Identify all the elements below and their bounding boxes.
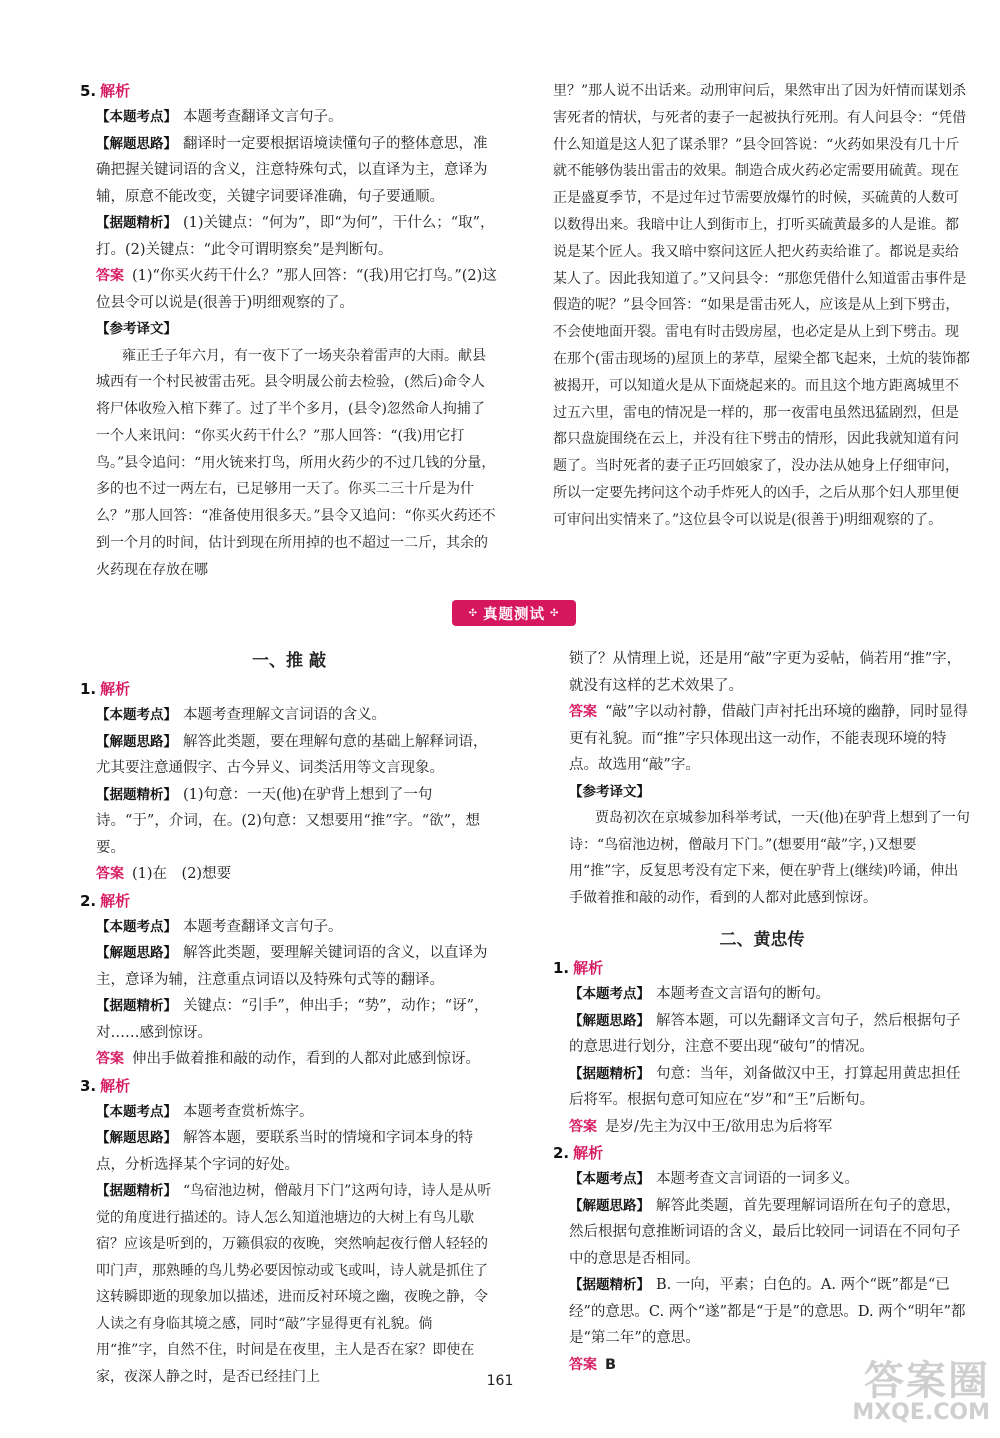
bl-q1-jingxi: 【据题精析】 (1)句意：一天(他)在驴背上想到了一句诗。“于”，介词，在。(2)句意：又想要用“推”字。“欲”，想要。 bbox=[96, 786, 481, 856]
watermark-small: MXQE.COM bbox=[852, 1400, 990, 1425]
top-right-text: 里？”那人说不出话来。动刑审问后，果然审出了因为奸情而谋划杀害死者的情状，与死者的妻子一起被执行死刑。有人问县令：“凭借什么知道是这人犯了谋杀罪？”县令回答说：“火药如果没有几十斤就不能够伪装出雷击的效果。制造合成火药必定需要用硫黄。现在正是盛夏季节，不是过年过节需要放爆竹的时候，买硫黄的人数可以数得出来。我暗中让人到街市上，打听买硫黄最多的人是谁。都说是某个匠人。我又暗中察问这匠人把火药卖给谁了。都说是卖给某人了。因此我知道了。”又问县令：“那您凭借什么知道雷击事件是假造的呢？”县令回答：“如果是雷击死人，应该是从上到下劈击，不会使地面开裂。雷电有时击毁房屋，也必定是从上到下劈击。现在那个(雷击现场的)屋顶上的茅草，屋梁全都飞起来，土炕的装饰都被揭开，可以知道火是从下面烧起来的。而且这个地方距离城里不过五六里，雷电的情况是一样的，那一夜雷电虽然迅猛剧烈，但是都只盘旋围绕在云上，并没有往下劈击的情形，因此我就知道有问题了。当时死者的妻子正巧回娘家了，没办法从她身上仔细审问，所以一定要先拷问这个动手炸死人的凶手，之后从那个妇人那里便可审问出实情来了。”这位县令可以说是(很善于)明细观察的了。 bbox=[553, 83, 970, 528]
q5-ref-text: 雍正壬子年六月，有一夜下了一场夹杂着雷声的大雨。献县城西有一个村民被雷击死。县令明晟公前去检验，(然后)命令人将尸体收殓入棺下葬了。过了半个多月，(县令)忽然命人拘捕了一个人来讯问：“你买火药干什么？”那人回答：“(我)用它打鸟。”县令追问：“用火铳来打鸟，所用火药少的不过几钱的分量，多的也不过一两左右，已足够用一天了。你买二三十斤是为什么？”那人回答：“准备使用很多天。”县令又追问：“你买火药还不到一个月的时间，估计到现在所用掉的也不超过一二斤，其余的火药现在存放在哪 bbox=[96, 347, 496, 578]
br-ref-heading: 【参考译文】 bbox=[569, 783, 650, 800]
br-ref-text: 贾岛初次在京城参加科举考试，一天(他)在驴背上想到了一句诗：“鸟宿池边树，僧敲月下门。”(想要用“敲”字，)又想要用“推”字，反复思考没有定下来，便在驴背上(继续)吟诵，伸出手做着推和敲的动作，看到的人都对此感到惊讶。 bbox=[569, 810, 970, 906]
bl-q2-heading: 2. 解析 bbox=[80, 891, 131, 910]
br-q1-silu: 【解题思路】 解答本题，可以先翻译文言句子，然后根据句子的意思进行划分，注意不要出现“破句”的情况。 bbox=[569, 1012, 961, 1055]
q5-answer: 答案 (1)“你买火药干什么？”那人回答：“(我)用它打鸟。”(2)这位县令可以说是(很善于)明细观察的了。 bbox=[96, 268, 497, 311]
bl-q3-jingxi: 【据题精析】 “鸟宿池边树，僧敲月下门”这两句诗，诗人是从听觉的角度进行描述的。诗人怎么知道池塘边的大树上有鸟儿歇宿？应该是听到的，万籁俱寂的夜晚，突然响起夜行僧人轻轻的叩门声，那熟睡的鸟儿势必要因惊动或飞或叫，诗人就是抓住了这转瞬即逝的现象加以描述，进而反衬环境之幽，夜晚之静，令人读之有身临其境之感，同时“敲”字显得更有礼貌。倘用“推”字，自然不住，时间是在夜里，主人是否在家？即使在家，夜深人静之时，是否已经挂门上 bbox=[96, 1183, 492, 1385]
bottom-left-column bbox=[80, 646, 498, 1390]
watermark-big: 答案圈 bbox=[864, 1358, 990, 1404]
br-q1-kaodian: 【本题考点】 本题考查文言语句的断句。 bbox=[569, 986, 830, 1002]
section-banner-label: 真题测试 bbox=[483, 606, 545, 623]
sparkle-icon: ✣ bbox=[550, 607, 560, 619]
q5-kaodian: 【本题考点】 本题考查翻译文言句子。 bbox=[96, 109, 343, 125]
q5-ref-heading: 【参考译文】 bbox=[96, 321, 177, 337]
br-q2-answer: 答案 B bbox=[569, 1356, 617, 1373]
bl-q2-silu: 【解题思路】 解答此类题，要理解关键词语的含义，以直译为主，意译为辅，注意重点词语以及特殊句式等的翻译。 bbox=[96, 945, 488, 988]
br-q1-jingxi: 【据题精析】 句意：当年，刘备做汉中王，打算起用黄忠担任后将军。根据句意可知应在“岁”和“王”后断句。 bbox=[569, 1065, 961, 1108]
top-left-column bbox=[80, 78, 498, 584]
bl-q1-silu: 【解题思路】 解答此类题，要在理解句意的基础上解释词语，尤其要注意通假字、古今异义、词类活用等文言现象。 bbox=[96, 733, 488, 776]
br-q2-jingxi: 【据题精析】 B. 一向，平素；白色的。A. 两个“既”都是“已经”的意思。C. 两个“遂”都是“于是”的意思。D. 两个“明年”都是“第二年”的意思。 bbox=[569, 1277, 966, 1346]
bl-q3-kaodian: 【本题考点】 本题考查赏析炼字。 bbox=[96, 1103, 314, 1120]
br-q2-silu: 【解题思路】 解答此类题，首先要理解词语所在句子的意思，然后根据句意推断词语的含义，最后比较同一词语在不同句子中的意思是否相同。 bbox=[569, 1197, 961, 1267]
br-continuation: 锁了？从情理上说，还是用“敲”字更为妥帖，倘若用“推”字，就没有这样的艺术效果了。 bbox=[569, 651, 962, 694]
bottom-right-column bbox=[553, 646, 971, 1378]
br-q1-answer: 答案 是岁/先主为汉中王/欲用忠为后将军 bbox=[569, 1118, 833, 1135]
q5-heading: 5. 解析 bbox=[80, 82, 131, 100]
bl-q3-silu: 【解题思路】 解答本题，要联系当时的情境和字词本身的特点，分析选择某个字词的好处。 bbox=[96, 1130, 473, 1173]
bl-q2-kaodian: 【本题考点】 本题考查翻译文言句子。 bbox=[96, 918, 343, 935]
br-q1-heading: 1. 解析 bbox=[553, 959, 604, 977]
page-number: 161 bbox=[486, 1373, 514, 1389]
br-q2-heading: 2. 解析 bbox=[553, 1144, 604, 1162]
q5-silu: 【解题思路】 翻译时一定要根据语境读懂句子的整体意思，准确把握关键词语的含义，注意特殊句式，以直译为主，意译为辅，原意不能改变，关键字词要译准确，句子要通顺。 bbox=[96, 135, 488, 205]
watermark-logo bbox=[818, 1360, 990, 1426]
q5-jingxi: 【据题精析】 (1)关键点：“何为”，即“为何”，干什么；“取”，打。(2)关键点：“此令可谓明察矣”是判断句。 bbox=[96, 215, 495, 258]
section-title-tuiqiao: 一、推 敲 bbox=[252, 651, 326, 671]
bl-q2-jingxi: 【据题精析】 关键点：“引手”，伸出手；“势”，动作；“讶”，对……感到惊讶。 bbox=[96, 998, 489, 1041]
bl-q1-heading: 1. 解析 bbox=[80, 680, 131, 698]
bl-q1-kaodian: 【本题考点】 本题考查理解文言词语的含义。 bbox=[96, 707, 386, 723]
section-banner-zhenti-ceshi bbox=[452, 600, 576, 626]
bl-q3-heading: 3. 解析 bbox=[80, 1076, 131, 1095]
br-tq-answer: 答案 “敲”字以动衬静，借敲门声衬托出环境的幽静，同时显得更有礼貌。而“推”字只体现出这一动作，不能表现环境的特点。故选用“敲”字。 bbox=[569, 704, 968, 773]
bl-q1-answer: 答案 (1)在 (2)想要 bbox=[96, 866, 232, 882]
sparkle-icon: ✣ bbox=[468, 607, 478, 619]
top-right-column bbox=[553, 78, 971, 534]
section-title-huangzhongzhuan: 二、黄忠传 bbox=[719, 930, 805, 950]
bl-q2-answer: 答案 伸出手做着推和敲的动作，看到的人都对此感到惊讶。 bbox=[96, 1051, 480, 1067]
br-q2-kaodian: 【本题考点】 本题考查文言词语的一词多义。 bbox=[569, 1171, 859, 1187]
